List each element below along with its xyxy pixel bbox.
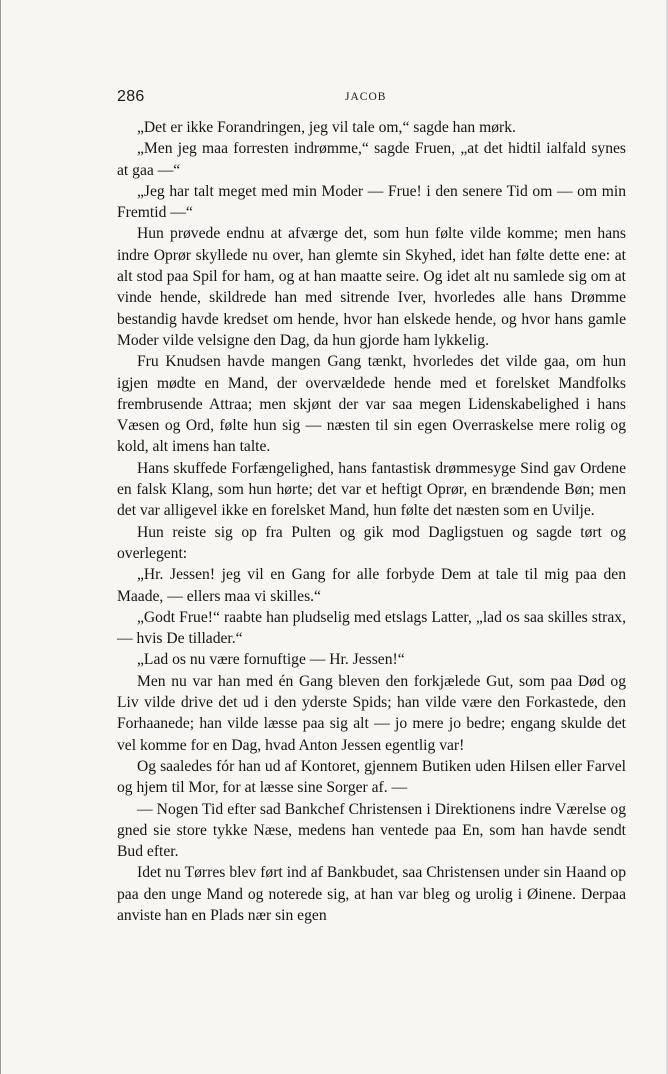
paragraph: Hun prøvede endnu at afværge det, som hun følte vilde komme; men hans indre Oprør skyllede nu over, han glemte sin Skyhed, idet han følte dette ene: at alt stod paa Spil for ham, og at han maatte seire. Og idet alt nu samlede sig om at vinde hende, skildrede han med sitrende Iver, hvorledes alle hans Drømme bestandig havde kredset om hende, hvor han elskede hende, og hvor hans gamle Moder vilde velsigne den Dag, da hun gjorde ham lykkelig. — [117, 225, 626, 349]
paragraph: Fru Knudsen havde mangen Gang tænkt, hvorledes det vilde gaa, om hun igjen mødte en Mand, der overvældede hende med et forelsket Mandfolks frembrusende Attraa; men skjønt der var saa megen Lidenskabelighed i hans Væsen og Ord, følte hun sig — næsten til sin egen Overraskelse mere rolig og kold, alt imens han talte. — [117, 353, 626, 456]
paragraph: Men nu var han med én Gang bleven den forkjælede Gut, som paa Død og Liv vilde drive det ud i den yderste Spids; han vilde være den Forkastede, den Forhaanede; han vilde læsse paa sig alt — jo mere jo bedre; engang skulde det vel komme for en Dag, hvad Anton Jessen egentlig var! — [117, 672, 626, 754]
page-header — [117, 88, 627, 110]
paragraph: „Godt Frue!“ raabte han pludselig med etslags Latter, „lad os saa skilles strax, — hvis De tillader.“ — [117, 608, 626, 648]
running-head: JACOB — [345, 91, 387, 103]
paragraph: „Lad os nu være fornuftige — Hr. Jessen!“ — [137, 651, 405, 669]
paragraph: „Det er ikke Forandringen, jeg vil tale om,“ sagde han mørk. — [137, 119, 516, 136]
page-number: 286 — [117, 88, 145, 105]
paragraph: „Jeg har talt meget med min Moder — Frue! i den senere Tid om — om min Fremtid —“ — [117, 182, 626, 222]
paragraph: Hans skuffede Forfængelighed, hans fantastisk drømmesyge Sind gav Ordene en falsk Klang, som hun hørte; det var et heftigt Oprør, en brændende Bøn; men det var alligevel ikke en forelsket Mand, hun følte det næsten som en Uvilje. — [117, 459, 626, 520]
body-text — [117, 117, 626, 926]
paragraph: „Hr. Jessen! jeg vil en Gang for alle forbyde Dem at tale til mig paa den Maade, — ellers maa vi skilles.“ — [117, 566, 626, 605]
paragraph: Og saaledes fór han ud af Kontoret, gjennem Butiken uden Hilsen eller Farvel og hjem til Mor, for at læsse sine Sorger af. — — [117, 757, 626, 797]
paragraph: — Nogen Tid efter sad Bankchef Christensen i Direktionens indre Værelse og gned sie store tykke Næse, medens han ventede paa En, som han havde sendt Bud efter. — [117, 800, 626, 861]
paragraph: Hun reiste sig op fra Pulten og gik mod Dagligstuen og sagde tørt og overlegent: — [117, 523, 626, 562]
paragraph: Idet nu Tørres blev ført ind af Bankbudet, saa Christensen under sin Haand op paa den unge Mand og noterede sig, at han var bleg og urolig i Øinene. Derpaa anviste han en Plads nær sin egen — [117, 864, 626, 924]
paragraph: „Men jeg maa forresten indrømme,“ sagde Fruen, „at det hidtil ialfald synes at gaa —“ — [117, 140, 626, 179]
